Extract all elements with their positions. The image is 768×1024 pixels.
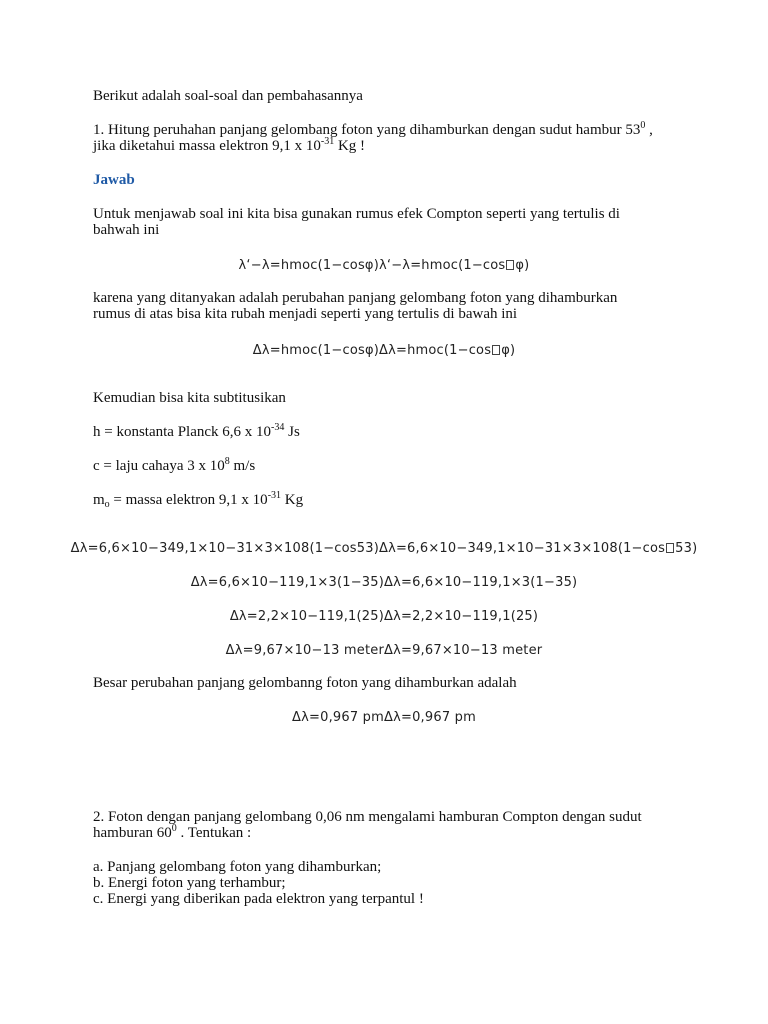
paragraph-1-line-2: bahwah ini	[93, 222, 160, 238]
compton-formula-text: λ‘−λ=hmoc(1−cosφ)λ‘−λ=hmoc(1−cos	[238, 258, 506, 273]
q1-degree-sup: 0	[640, 120, 646, 131]
missing-glyph-icon	[492, 345, 500, 355]
calc1-end: 53)	[675, 541, 698, 556]
calculation-step-1	[0, 540, 768, 557]
definition-c	[93, 458, 693, 475]
q1-exponent-sup: -31	[320, 136, 335, 147]
q2-degree-sup: 0	[171, 823, 177, 834]
q1-unit-text: Kg !	[334, 138, 366, 154]
missing-glyph-icon	[506, 260, 514, 270]
q2-prompt-text: . Tentukan :	[176, 825, 252, 841]
q1-text: 1. Hitung peruhahan panjang gelombang foton yang dihamburkan dengan sudut hambur 53	[93, 122, 641, 138]
paragraph-2-line-2: rumus di atas bisa kita rubah menjadi seperti yang tertulis di bawah ini	[93, 306, 518, 322]
intro-text: Berikut adalah soal-soal dan pembahasannya	[93, 88, 363, 104]
def-h-text: h = konstanta Planck 6,6 x 10	[93, 424, 272, 440]
calc1-text: Δλ=6,6×10−349,1×10−31×3×108(1−cos53)Δλ=6,6×10−349,1×10−31×3×108(1−cos	[70, 541, 666, 556]
def-c-text: c = laju cahaya 3 x 10	[93, 458, 225, 474]
result-text: Besar perubahan panjang gelombanng foton yang dihamburkan adalah	[93, 675, 517, 691]
q2-angle-text: hamburan 60	[93, 825, 172, 841]
definition-h	[93, 424, 693, 441]
calculation-step-2: Δλ=6,6×10−119,1×3(1−35)Δλ=6,6×10−119,1×3(1−35)	[190, 575, 578, 590]
delta-formula-text: Δλ=hmoc(1−cosφ)Δλ=hmoc(1−cos	[252, 343, 492, 358]
q1-mass-text: jika diketahui massa elektron 9,1 x 10	[93, 138, 321, 154]
paragraph-1-line-1: Untuk menjawab soal ini kita bisa gunakan rumus efek Compton seperti yang tertulis di	[93, 206, 620, 222]
substitution-text: Kemudian bisa kita subtitusikan	[93, 390, 286, 406]
def-m-exponent: -31	[267, 490, 282, 501]
delta-formula-end: φ)	[501, 343, 516, 358]
question-2-line-1: 2. Foton dengan panjang gelombang 0,06 nm mengalami hamburan Compton dengan sudut	[93, 809, 642, 825]
def-m-symbol: m	[93, 492, 105, 508]
missing-glyph-icon	[666, 543, 674, 553]
delta-lambda-formula	[0, 342, 768, 359]
def-c-exponent: 8	[224, 456, 230, 467]
paragraph-2-line-1: karena yang ditanyakan adalah perubahan panjang gelombang foton yang dihamburkan	[93, 290, 618, 306]
def-c-unit: m/s	[229, 458, 256, 474]
question-2-item-a: a. Panjang gelombang foton yang dihamburkan;	[93, 859, 382, 875]
def-h-exponent: -34	[271, 422, 285, 433]
answer-heading: Jawab	[93, 172, 135, 188]
result-formula: Δλ=0,967 pmΔλ=0,967 pm	[292, 710, 476, 725]
def-m-text: = massa elektron 9,1 x 10	[109, 492, 268, 508]
compton-formula-end: φ)	[515, 258, 530, 273]
compton-formula	[0, 257, 768, 274]
question-2-item-b: b. Energi foton yang terhambur;	[93, 875, 286, 891]
question-1-line-1	[93, 122, 693, 139]
calculation-step-3: Δλ=2,2×10−119,1(25)Δλ=2,2×10−119,1(25)	[229, 609, 539, 624]
calculation-step-4: Δλ=9,67×10−13 meterΔλ=9,67×10−13 meter	[225, 643, 543, 658]
question-1-line-2	[93, 138, 693, 155]
def-m-unit: Kg	[281, 492, 304, 508]
question-2-item-c: c. Energi yang diberikan pada elektron yang terpantul !	[93, 891, 424, 907]
def-h-unit: Js	[284, 424, 300, 440]
q1-text-end: ,	[645, 122, 653, 138]
question-2-line-2	[93, 825, 693, 842]
def-m-subscript: o	[104, 499, 110, 510]
definition-mo	[93, 492, 693, 509]
